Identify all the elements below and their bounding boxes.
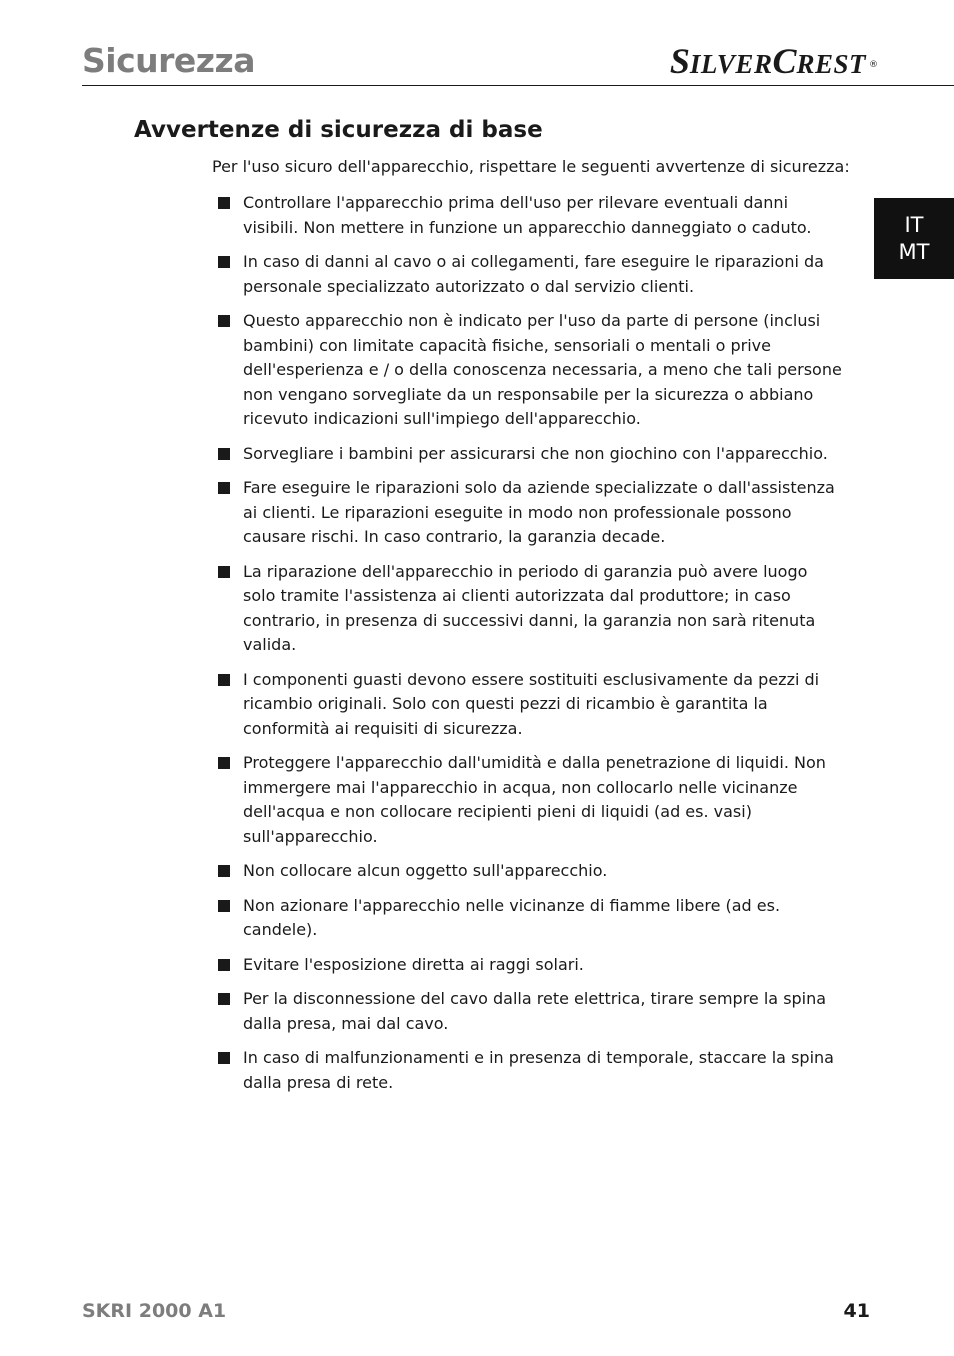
bullet-square-icon: [218, 197, 230, 209]
list-item-text: I componenti guasti devono essere sostituiti esclusivamente da pezzi di ricambio originali. Solo con questi pezzi di ricambio è garantita la conformità ai requisiti di sicurezza.: [243, 669, 820, 738]
header-divider: [82, 85, 954, 86]
list-item: [212, 894, 844, 943]
list-item-text: Proteggere l'apparecchio dall'umidità e dalla penetrazione di liquidi. Non immergere mai l'apparecchio in acqua, non collocarlo nelle vicinanze dell'acqua e non collocare recipienti pieni di liquidi (ad es. vasi) sull'apparecchio.: [243, 753, 826, 846]
list-item-text: Non collocare alcun oggetto sull'apparecchio.: [243, 861, 608, 880]
brand-logo: SILVERCREST ®: [670, 40, 866, 90]
list-item-text: Questo apparecchio non è indicato per l'uso da parte di persone (inclusi bambini) con limitate capacità fisiche, sensoriali o mentali o prive dell'esperienza e / o della conoscenza necessaria, a meno che tali persone non vengano sorvegliate da un responsabile per la sicurezza o abbiano ricevuto indicazioni sull'impiego dell'apparecchio.: [243, 311, 842, 428]
list-item: [212, 668, 844, 742]
footer-model-number: SKRI 2000 A1: [82, 1300, 227, 1322]
list-item-text: In caso di malfunzionamenti e in presenza di temporale, staccare la spina dalla presa di rete.: [243, 1048, 834, 1092]
bullet-square-icon: [218, 674, 230, 686]
registered-mark: ®: [869, 60, 878, 70]
list-item: [212, 191, 844, 240]
safety-list: [212, 191, 844, 1105]
bullet-square-icon: [218, 865, 230, 877]
list-item-text: Sorvegliare i bambini per assicurarsi che non giochino con l'apparecchio.: [243, 443, 828, 463]
list-item-text: In caso di danni al cavo o ai collegamenti, fare eseguire le riparazioni da personale specializzato autorizzato o dal servizio clienti.: [243, 252, 824, 296]
bullet-square-icon: [218, 959, 230, 971]
list-item-text: La riparazione dell'apparecchio in periodo di garanzia può avere luogo solo tramite l'assistenza ai clienti autorizzata dal produttore; in caso contrario, in presenza di successivi danni, la garanzia non sarà ritenuta valida.: [243, 561, 816, 654]
list-item: [212, 953, 844, 978]
list-item: [212, 859, 844, 884]
list-item: [212, 560, 844, 658]
list-item-text: Non azionare l'apparecchio nelle vicinanze di fiamme libere (ad es. candele).: [243, 895, 781, 939]
list-item-text: Fare eseguire le riparazioni solo da aziende specializzate o dall'assistenza ai clienti. Le riparazioni eseguite in modo non professionale possono causare rischi. In caso contrario, la garanzia decade.: [243, 478, 835, 546]
list-item-text: Per la disconnessione del cavo dalla rete elettrica, tirare sempre la spina dalla presa, mai dal cavo.: [243, 989, 827, 1033]
bullet-square-icon: [218, 1052, 230, 1064]
language-tab: [874, 198, 954, 279]
list-item: [212, 309, 844, 432]
intro-paragraph: Per l'uso sicuro dell'apparecchio, rispettare le seguenti avvertenze di sicurezza:: [212, 157, 850, 176]
bullet-square-icon: [218, 482, 230, 494]
bullet-square-icon: [218, 757, 230, 769]
footer-page-number: 41: [843, 1300, 870, 1322]
list-item: [212, 987, 844, 1036]
bullet-square-icon: [218, 256, 230, 268]
bullet-square-icon: [218, 566, 230, 578]
language-code-mt: MT: [898, 239, 930, 264]
bullet-square-icon: [218, 993, 230, 1005]
bullet-square-icon: [218, 448, 230, 460]
list-item: [212, 250, 844, 299]
list-item: [212, 751, 844, 849]
list-item: [212, 442, 844, 467]
list-item-text: Evitare l'esposizione diretta ai raggi solari.: [243, 954, 584, 974]
list-item: [212, 1046, 844, 1095]
language-code-it: IT: [904, 212, 924, 237]
page-header-title: Sicurezza: [82, 41, 255, 80]
bullet-square-icon: [218, 315, 230, 327]
bullet-square-icon: [218, 900, 230, 912]
list-item-text: Controllare l'apparecchio prima dell'uso per rilevare eventuali danni visibili. Non mettere in funzione un apparecchio danneggiato o caduto.: [243, 193, 812, 237]
list-item: [212, 476, 844, 550]
section-heading: Avvertenze di sicurezza di base: [134, 117, 543, 143]
